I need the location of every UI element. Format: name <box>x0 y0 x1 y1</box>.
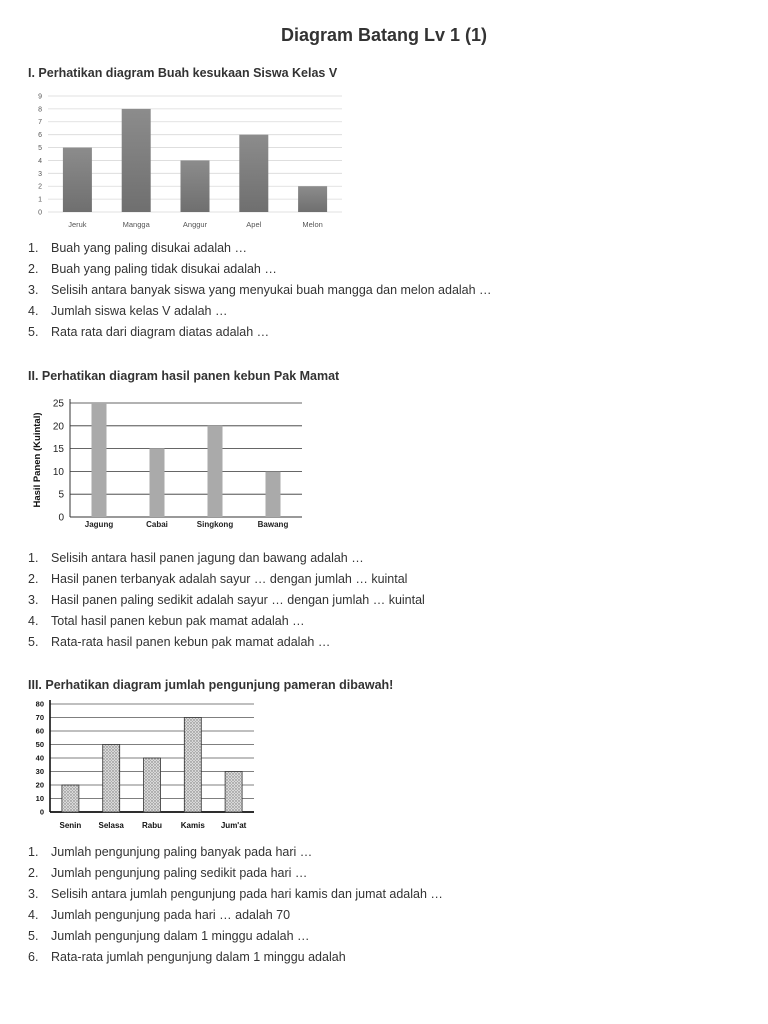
question-number: 1. <box>28 845 39 859</box>
y-tick-label: 30 <box>35 767 44 777</box>
bar <box>103 745 120 813</box>
y-tick-label: 50 <box>35 740 44 750</box>
bar <box>225 772 242 813</box>
y-tick-label: 0 <box>58 512 64 524</box>
question-text: Buah yang paling disukai adalah … <box>51 241 247 255</box>
y-tick-label: 5 <box>58 489 64 501</box>
question-text: Jumlah pengunjung pada hari … adalah 70 <box>51 908 291 922</box>
bar <box>266 471 281 517</box>
question-item <box>28 238 492 259</box>
category-label: Apel <box>246 220 262 229</box>
y-tick-label: 6 <box>38 132 42 140</box>
question-number: 5. <box>28 325 39 339</box>
section-1-heading: I. Perhatikan diagram Buah kesukaan Siswa Kelas V <box>28 66 338 80</box>
question-number: 4. <box>28 304 39 318</box>
y-tick-label: 7 <box>38 119 42 127</box>
question-item <box>28 569 425 590</box>
category-label: Mangga <box>122 220 150 229</box>
y-tick-label: 20 <box>52 421 64 433</box>
y-tick-label: 80 <box>35 699 44 709</box>
y-tick-label: 9 <box>38 93 42 101</box>
category-label: Bawang <box>257 520 289 529</box>
question-item <box>28 632 425 653</box>
category-label: Selasa <box>98 821 124 830</box>
y-tick-label: 15 <box>52 444 64 456</box>
category-label: Anggur <box>182 220 208 229</box>
category-label: Jeruk <box>68 220 87 229</box>
question-item <box>28 926 443 947</box>
bar <box>122 109 151 212</box>
bar <box>184 718 201 813</box>
question-text: Buah yang paling tidak disukai adalah … <box>51 262 277 276</box>
y-tick-label: 0 <box>39 807 44 817</box>
y-tick-label: 10 <box>52 466 64 478</box>
y-tick-label: 25 <box>52 398 64 410</box>
question-text: Hasil panen paling sedikit adalah sayur … dengan jumlah … kuintal <box>51 593 425 607</box>
question-number: 3. <box>28 887 39 901</box>
question-number: 5. <box>28 635 39 649</box>
category-label: Cabai <box>146 520 168 529</box>
bar <box>63 148 92 212</box>
question-text: Total hasil panen kebun pak mamat adalah … <box>51 614 305 628</box>
question-text: Rata rata dari diagram diatas adalah … <box>51 325 270 339</box>
y-tick-label: 60 <box>35 726 44 736</box>
section-2-questions <box>28 548 425 653</box>
question-item <box>28 947 443 968</box>
question-text: Jumlah pengunjung paling banyak pada hari … <box>51 845 313 859</box>
bar <box>181 160 210 212</box>
bar <box>144 758 161 812</box>
y-axis-title: Hasil Panen (Kuintal) <box>32 412 43 508</box>
question-text: Selisih antara jumlah pengunjung pada hari kamis dan jumat adalah … <box>51 887 443 901</box>
question-text: Jumlah siswa kelas V adalah … <box>51 304 228 318</box>
question-item <box>28 322 492 343</box>
question-item <box>28 611 425 632</box>
question-item <box>28 548 425 569</box>
bar <box>150 449 165 517</box>
question-number: 1. <box>28 551 39 565</box>
bar <box>92 403 107 517</box>
question-text: Rata-rata jumlah pengunjung dalam 1 minggu adalah <box>51 950 346 964</box>
question-item <box>28 259 492 280</box>
question-number: 3. <box>28 593 39 607</box>
section-3-questions <box>28 842 443 968</box>
y-tick-label: 5 <box>38 145 42 153</box>
harvest-bar-chart <box>28 390 310 532</box>
y-tick-label: 2 <box>38 183 42 191</box>
y-tick-label: 8 <box>38 106 42 114</box>
question-text: Jumlah pengunjung dalam 1 minggu adalah … <box>51 929 310 943</box>
fruit-bar-chart <box>28 88 350 236</box>
question-number: 3. <box>28 283 39 297</box>
y-tick-label: 40 <box>35 753 44 763</box>
question-number: 5. <box>28 929 39 943</box>
question-text: Jumlah pengunjung paling sedikit pada hari … <box>51 866 308 880</box>
category-label: Jagung <box>84 520 114 529</box>
section-2-heading: II. Perhatikan diagram hasil panen kebun Pak Mamat <box>28 369 340 383</box>
question-text: Hasil panen terbanyak adalah sayur … dengan jumlah … kuintal <box>51 572 408 586</box>
category-label: Singkong <box>196 520 234 529</box>
question-item <box>28 301 492 322</box>
bar <box>208 426 223 517</box>
category-label: Senin <box>59 821 82 830</box>
category-label: Kamis <box>180 821 205 830</box>
question-item <box>28 884 443 905</box>
y-tick-label: 4 <box>38 157 42 165</box>
question-number: 2. <box>28 262 39 276</box>
bar <box>298 186 327 212</box>
category-label: Rabu <box>142 821 162 830</box>
y-tick-label: 3 <box>38 170 42 178</box>
page-title: Diagram Batang Lv 1 (1) <box>280 25 488 45</box>
section-3-heading: III. Perhatikan diagram jumlah pengunjung pameran dibawah! <box>28 678 394 692</box>
category-label: Jum'at <box>220 821 247 830</box>
question-text: Rata-rata hasil panen kebun pak mamat adalah … <box>51 635 331 649</box>
question-number: 4. <box>28 614 39 628</box>
question-item <box>28 590 425 611</box>
y-tick-label: 1 <box>38 196 42 204</box>
section-1-questions <box>28 238 492 343</box>
bar <box>239 135 268 212</box>
question-number: 4. <box>28 908 39 922</box>
question-text: Selisih antara banyak siswa yang menyukai buah mangga dan melon adalah … <box>51 283 492 297</box>
question-number: 1. <box>28 241 39 255</box>
visitor-bar-chart <box>28 698 260 836</box>
question-number: 6. <box>28 950 39 964</box>
y-tick-label: 20 <box>35 780 44 790</box>
question-item <box>28 863 443 884</box>
y-tick-label: 10 <box>35 794 44 804</box>
bar <box>62 785 79 812</box>
question-text: Selisih antara hasil panen jagung dan bawang adalah … <box>51 551 364 565</box>
y-tick-label: 70 <box>35 713 44 723</box>
question-item <box>28 905 443 926</box>
question-number: 2. <box>28 572 39 586</box>
category-label: Melon <box>302 220 323 229</box>
y-tick-label: 0 <box>38 209 42 217</box>
question-item <box>28 280 492 301</box>
question-number: 2. <box>28 866 39 880</box>
question-item <box>28 842 443 863</box>
